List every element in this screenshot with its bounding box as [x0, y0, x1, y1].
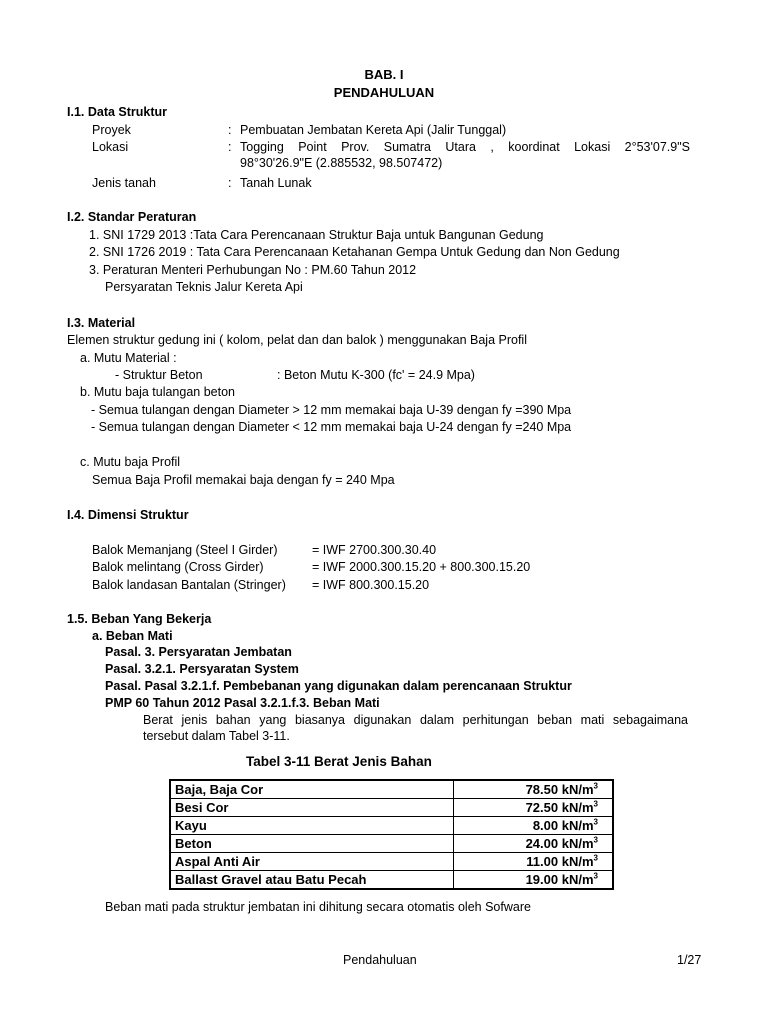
pasal-line: Pasal. 3.2.1. Persyaratan System [105, 662, 299, 676]
density-value: 24.00 [525, 835, 559, 851]
list-item: 3. Peraturan Menteri Perhubungan No : PM.60 Tahun 2012 [89, 263, 417, 277]
material-density-table [169, 779, 614, 890]
value-lokasi: Togging Point Prov. Sumatra Utara , koordinat Lokasi 2°53'07.9"S [240, 140, 690, 154]
density-unit: kN/m [561, 799, 594, 815]
density-unit-exponent: 3 [593, 853, 598, 863]
beban-text: tersebut dalam Tabel 3-11. [143, 729, 290, 743]
dimensi-label: Balok Memanjang (Steel I Girder) [92, 543, 278, 557]
dimensi-label: Balok landasan Bantalan (Stringer) [92, 578, 286, 592]
value-jenis-tanah: Tanah Lunak [240, 176, 312, 190]
material-density [454, 853, 614, 871]
material-intro: Elemen struktur gedung ini ( kolom, pelat dan dan balok ) menggunakan Baja Profil [67, 333, 527, 347]
density-unit-exponent: 3 [593, 871, 598, 881]
density-unit-exponent: 3 [593, 781, 598, 791]
page-number: 1/27 [677, 953, 702, 967]
material-name: Besi Cor [170, 799, 454, 817]
material-b: b. Mutu baja tulangan beton [80, 385, 235, 399]
density-value: 72.50 [525, 799, 559, 815]
dimensi-value: = IWF 2700.300.30.40 [312, 543, 437, 557]
density-value: 19.00 [525, 871, 559, 887]
label-lokasi: Lokasi [92, 140, 129, 154]
material-name: Beton [170, 835, 454, 853]
chapter-number: BAB. I [364, 67, 404, 82]
colon: : [228, 176, 232, 190]
table-row [170, 871, 613, 890]
material-density [454, 780, 614, 799]
value-lokasi-coords: 98°30'26.9"E (2.885532, 98.507472) [240, 156, 443, 170]
material-density [454, 799, 614, 817]
section-heading-beban: 1.5. Beban Yang Bekerja [67, 612, 212, 626]
density-value: 11.00 [526, 853, 559, 869]
density-unit: kN/m [561, 853, 594, 869]
dimensi-value: = IWF 2000.300.15.20 + 800.300.15.20 [312, 560, 531, 574]
label-proyek: Proyek [92, 123, 131, 137]
material-name: Baja, Baja Cor [170, 780, 454, 799]
page-title: PENDAHULUAN [333, 85, 435, 100]
colon: : [228, 123, 232, 137]
material-c: c. Mutu baja Profil [80, 455, 181, 469]
material-c1: Semua Baja Profil memakai baja dengan fy = 240 Mpa [92, 473, 395, 487]
dimensi-label: Balok melintang (Cross Girder) [92, 560, 264, 574]
table-row [170, 780, 613, 799]
list-item: 2. SNI 1726 2019 : Tata Cara Perencanaan Ketahanan Gempa Untuk Gedung dan Non Gedung [89, 245, 620, 259]
material-b1: - Semua tulangan dengan Diameter > 12 mm memakai baja U-39 dengan fy =390 Mpa [91, 403, 572, 417]
density-unit: kN/m [561, 871, 594, 887]
pasal-line: Pasal. Pasal 3.2.1.f. Pembebanan yang digunakan dalam perencanaan Struktur [105, 679, 572, 693]
density-unit-exponent: 3 [593, 799, 598, 809]
density-value: 8.00 [532, 817, 559, 833]
material-a: a. Mutu Material : [80, 351, 177, 365]
beban-note: Beban mati pada struktur jembatan ini dihitung secara otomatis oleh Sofware [105, 900, 531, 914]
section-heading-standar-peraturan: I.2. Standar Peraturan [67, 210, 197, 224]
table-row [170, 799, 613, 817]
material-name: Kayu [170, 817, 454, 835]
density-unit-exponent: 3 [593, 835, 598, 845]
table-row [170, 853, 613, 871]
colon: : [228, 140, 232, 154]
value-proyek: Pembuatan Jembatan Kereta Api (Jalir Tunggal) [240, 123, 507, 137]
section-heading-dimensi-struktur: I.4. Dimensi Struktur [67, 508, 189, 522]
pasal-line: Pasal. 3. Persyaratan Jembatan [105, 645, 292, 659]
material-name: Aspal Anti Air [170, 853, 454, 871]
label-jenis-tanah: Jenis tanah [92, 176, 156, 190]
table-row [170, 835, 613, 853]
material-density [454, 817, 614, 835]
material-density [454, 871, 614, 890]
pasal-line: PMP 60 Tahun 2012 Pasal 3.2.1.f.3. Beban Mati [105, 696, 380, 710]
table-row [170, 817, 613, 835]
beban-mati-heading: a. Beban Mati [92, 629, 173, 643]
density-unit: kN/m [561, 817, 594, 833]
density-value: 78.50 [525, 781, 559, 797]
list-item-continuation: Persyaratan Teknis Jalur Kereta Api [105, 280, 303, 294]
dimensi-value: = IWF 800.300.15.20 [312, 578, 430, 592]
material-beton-value: : Beton Mutu K-300 (fc' = 24.9 Mpa) [277, 368, 475, 382]
beban-text: Berat jenis bahan yang biasanya digunakan dalam perhitungan beban mati sebagaimana [143, 713, 688, 727]
density-unit: kN/m [561, 835, 594, 851]
list-item: 1. SNI 1729 2013 :Tata Cara Perencanaan Struktur Baja untuk Bangunan Gedung [89, 228, 544, 242]
material-name: Ballast Gravel atau Batu Pecah [170, 871, 454, 890]
footer-section: Pendahuluan [343, 953, 417, 967]
material-beton-label: - Struktur Beton [115, 368, 203, 382]
material-b2: - Semua tulangan dengan Diameter < 12 mm memakai baja U-24 dengan fy =240 Mpa [91, 420, 572, 434]
section-heading-material: I.3. Material [67, 316, 136, 330]
density-unit: kN/m [561, 781, 594, 797]
section-heading-data-struktur: I.1. Data Struktur [67, 105, 168, 119]
table-title: Tabel 3-11 Berat Jenis Bahan [246, 754, 432, 769]
material-density [454, 835, 614, 853]
density-unit-exponent: 3 [593, 817, 598, 827]
